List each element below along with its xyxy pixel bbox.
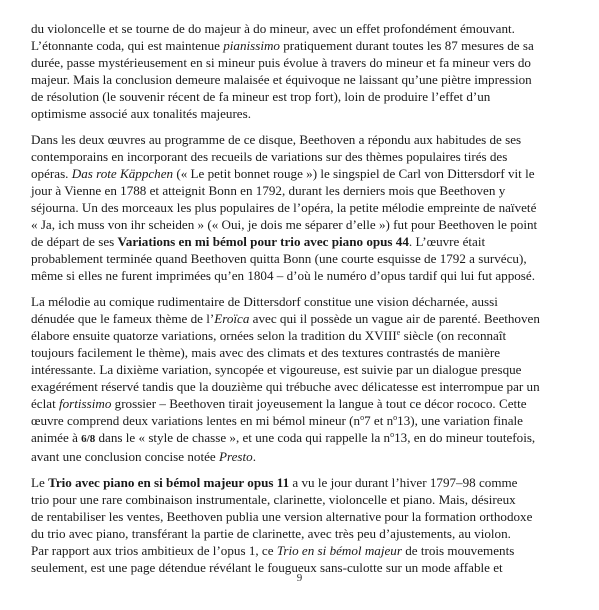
text-line [31, 182, 571, 199]
superscript: e [396, 328, 401, 337]
superscript: o [393, 413, 398, 422]
text-line [31, 361, 571, 378]
text-line [31, 88, 571, 105]
paragraph [31, 131, 571, 284]
text-line [31, 542, 571, 559]
text-line [31, 216, 571, 233]
text-line [31, 105, 571, 122]
text-run: pratiquement durant toutes les 87 mesures de sa [279, 38, 534, 53]
page-number: 9 [296, 572, 303, 584]
text-run: L’étonnante coda, qui est maintenue [31, 38, 224, 53]
italic-text: pianissimo [223, 38, 280, 53]
text-run: séjourna. Un des morceaux les plus populaires de l’opéra, la petite mélodie empreinte de naïveté [31, 200, 537, 215]
text-line [31, 429, 571, 448]
paragraph [31, 474, 571, 576]
italic-text: Presto [218, 449, 253, 464]
text-run: avec qui il possède un vague air de parenté. Beethoven [249, 311, 540, 326]
text-line [31, 448, 571, 465]
text-run: contemporains en incorporant des recueils de variations sur des thèmes populaires tirés des [31, 149, 508, 164]
text-run: 7 et n [364, 413, 394, 428]
bold-title: Variations en mi bémol pour trio avec piano opus 44 [117, 234, 409, 249]
text-line [31, 148, 571, 165]
text-run: élabore ensuite quatorze variations, ornées selon la tradition du XVIII [31, 328, 397, 343]
bold-title: Trio avec piano en si bémol majeur opus 11 [48, 475, 290, 490]
text-run: même si elles ne furent imprimées qu’en 1804 – d’où le numéro d’opus tardif qui lui fut apposé. [31, 268, 535, 283]
text-line [31, 378, 571, 395]
text-line [31, 474, 571, 491]
text-run: jour à Vienne en 1788 et atteignit Bonn en 1792, durant les derniers mois que Beethoven y [31, 183, 506, 198]
paragraph [31, 20, 571, 122]
italic-text: Das rote Käppchen [71, 166, 174, 181]
text-line [31, 131, 571, 148]
text-line [31, 199, 571, 216]
text-run: majeur. Mais la conclusion demeure malaisée et équivoque ne laissant qu’une piètre impression [31, 72, 532, 87]
text-run: exagérément réservé tandis que la douzième qui trébuche avec délicatesse est interrompue par un [31, 379, 540, 394]
text-run: du violoncelle et se tourne de do majeur à do mineur, avec un effet profondément émouvant. [31, 21, 515, 36]
text-run: grossier – Beethoven tirait joyeusement la langue à tout ce décor rococo. Cette [111, 396, 527, 411]
superscript: o [390, 430, 395, 439]
text-run: opéras. [31, 166, 72, 181]
text-line [31, 54, 571, 71]
text-run: Par rapport aux trios ambitieux de l’opus 1, ce [31, 543, 277, 558]
text-line [31, 20, 571, 37]
text-line [31, 37, 571, 54]
italic-text: fortissimo [58, 396, 112, 411]
text-line [31, 71, 571, 88]
text-run: du trio avec piano, transférant la partie de clarinette, avec très peu d’ajustements, au violon. [31, 526, 511, 541]
text-run: a vu le jour durant l’hiver 1797–98 comme [289, 475, 518, 490]
text-run: siècle (on reconnaît [400, 328, 507, 343]
text-line [31, 250, 571, 267]
paragraph [31, 293, 571, 465]
text-run: éclat [31, 396, 59, 411]
text-line [31, 491, 571, 508]
text-run: dénudée que le fameux thème de l’ [31, 311, 215, 326]
text-line [31, 412, 571, 429]
text-run: œuvre comprend deux variations lentes en mi bémol mineur (n [31, 413, 361, 428]
text-run: 13), une variation finale [397, 413, 523, 428]
body-text [31, 20, 571, 585]
text-run: de rentabiliser les ventes, Beethoven publia une version alternative pour la formation orthodoxe [31, 509, 533, 524]
text-run: seulement, est une page détendue révélant le fougueux sans-culotte sur un mode affable et [31, 560, 503, 575]
text-run: Le [31, 475, 49, 490]
text-run: de trois mouvements [401, 543, 515, 558]
text-run: dans le « style de chasse », et une coda qui rappelle la n [95, 430, 391, 445]
text-line [31, 327, 571, 344]
text-line [31, 310, 571, 327]
text-run: Dans les deux œuvres au programme de ce disque, Beethoven a répondu aux habitudes de ses [31, 132, 522, 147]
text-line [31, 395, 571, 412]
text-run: de départ de ses [31, 234, 118, 249]
text-run: animée à [31, 430, 82, 445]
superscript: o [360, 413, 365, 422]
text-line [31, 267, 571, 284]
text-run: 13, en do mineur toutefois, [394, 430, 536, 445]
time-signature: 6/8 [81, 433, 96, 445]
text-run: durée, passe mystérieusement en si mineur puis évolue à travers do mineur et fa mineur vers do [31, 55, 531, 70]
text-line [31, 525, 571, 542]
text-run: intéressante. La dixième variation, syncopée et vigoureuse, est suivie par un dialogue presque [31, 362, 522, 377]
text-run: . L’œuvre était [408, 234, 486, 249]
text-line [31, 165, 571, 182]
text-run: de résolution (le souvenir récent de fa mineur est trop fort), loin de produire l’effet d’un [31, 89, 491, 104]
italic-text: Eroïca [214, 311, 250, 326]
text-run: . [252, 449, 256, 464]
text-line [31, 293, 571, 310]
text-run: optimisme associé aux tonalités majeures. [31, 106, 251, 121]
text-run: toujours facilement le thème), mais avec des climats et des textures contrastés de manière [31, 345, 501, 360]
text-run: probablement terminée quand Beethoven quitta Bonn (une courte esquisse de 1792 a survécu), [31, 251, 527, 266]
text-run: La mélodie au comique rudimentaire de Dittersdorf constitue une vision décharnée, aussi [31, 294, 498, 309]
text-run: « Ja, ich muss von ihr scheiden » (« Oui, je dois me séparer d’elle ») fut pour Beethoven le point [31, 217, 538, 232]
text-run: trio pour une rare combinaison instrumentale, clarinette, violoncelle et piano. Mais, désireux [31, 492, 516, 507]
text-run: avant une conclusion concise notée [31, 449, 219, 464]
text-line [31, 344, 571, 361]
text-run: (« Le petit bonnet rouge ») le singspiel de Carl von Dittersdorf vit le [173, 166, 535, 181]
text-line [31, 508, 571, 525]
italic-text: Trio en si bémol majeur [276, 543, 402, 558]
text-line [31, 233, 571, 250]
